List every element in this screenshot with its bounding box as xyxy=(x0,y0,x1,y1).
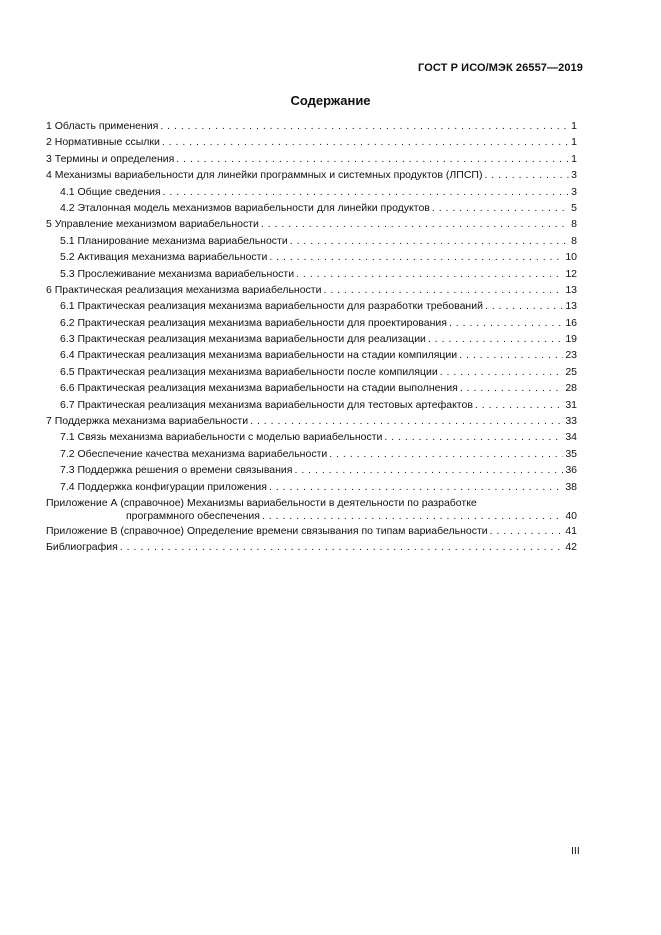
toc-entry-5-1[interactable] xyxy=(46,233,577,249)
toc-entry-5[interactable] xyxy=(46,216,577,232)
toc-entry-label: 7.1 Связь механизма вариабельности с моделью вариабельности xyxy=(60,431,383,444)
document-standard-header: ГОСТ Р ИСО/МЭК 26557—2019 xyxy=(418,62,583,74)
toc-entry-page: 41 xyxy=(565,524,577,537)
toc-entry-5-2[interactable] xyxy=(46,249,577,265)
dot-leader xyxy=(262,510,563,523)
toc-entry-7-1[interactable] xyxy=(46,429,577,445)
dot-leader xyxy=(484,167,569,183)
toc-entry-page: 25 xyxy=(565,365,577,378)
toc-entry-2[interactable] xyxy=(46,134,577,150)
toc-entry-page: 40 xyxy=(565,509,577,522)
toc-entry-page: 34 xyxy=(565,431,577,444)
toc-entry-label: 6.3 Практическая реализация механизма вариабельности для реализации xyxy=(60,333,426,346)
toc-entry-page: 42 xyxy=(565,541,577,554)
toc-entry-label: 7.4 Поддержка конфигурации приложения xyxy=(60,480,267,493)
dot-leader xyxy=(290,233,569,249)
dot-leader xyxy=(449,315,563,331)
toc-entry-appendix-a[interactable] xyxy=(46,495,577,523)
toc-entry-label: 6.4 Практическая реализация механизма вариабельности на стадии компиляции xyxy=(60,349,458,362)
toc-entry-7[interactable] xyxy=(46,413,577,429)
dot-leader xyxy=(269,249,563,265)
toc-entry-appendix-b[interactable] xyxy=(46,523,577,539)
toc-entry-6-5[interactable] xyxy=(46,364,577,380)
dot-leader xyxy=(459,347,563,363)
dot-leader xyxy=(261,216,569,232)
toc-entry-label: 4.2 Эталонная модель механизмов вариабельности для линейки продуктов xyxy=(60,201,430,214)
toc-entry-label: 5 Управление механизмом вариабельности xyxy=(46,218,259,231)
dot-leader xyxy=(160,118,569,134)
toc-entry-page: 19 xyxy=(565,333,577,346)
toc-entry-page: 13 xyxy=(565,300,577,313)
toc-entry-bibliography[interactable] xyxy=(46,539,577,555)
toc-entry-6-3[interactable] xyxy=(46,331,577,347)
table-of-contents xyxy=(46,118,577,556)
toc-entry-label: 1 Область применения xyxy=(46,119,159,132)
toc-entry-label: 4 Механизмы вариабельности для линейки программных и системных продуктов (ЛПСП) xyxy=(46,169,483,182)
toc-entry-6-7[interactable] xyxy=(46,397,577,413)
toc-entry-1[interactable] xyxy=(46,118,577,134)
toc-entry-page: 35 xyxy=(565,447,577,460)
toc-entry-label: 7.2 Обеспечение качества механизма вариабельности xyxy=(60,447,328,460)
dot-leader xyxy=(384,429,563,445)
dot-leader xyxy=(163,184,570,200)
toc-entry-label: 6.2 Практическая реализация механизма вариабельности для проектирования xyxy=(60,316,447,329)
toc-title: Содержание xyxy=(290,93,371,108)
toc-entry-page: 33 xyxy=(565,415,577,428)
toc-entry-label: 6.6 Практическая реализация механизма вариабельности на стадии выполнения xyxy=(60,382,458,395)
toc-entry-4-1[interactable] xyxy=(46,184,577,200)
toc-entry-label: 5.2 Активация механизма вариабельности xyxy=(60,251,268,264)
dot-leader xyxy=(440,364,564,380)
toc-entry-label: 4.1 Общие сведения xyxy=(60,185,161,198)
toc-entry-4[interactable] xyxy=(46,167,577,183)
toc-entry-label: Приложение В (справочное) Определение времени связывания по типам вариабельности xyxy=(46,524,488,537)
dot-leader xyxy=(324,282,564,298)
toc-entry-4-2[interactable] xyxy=(46,200,577,216)
toc-entry-label: 5.3 Прослеживание механизма вариабельности xyxy=(60,267,295,280)
toc-entry-6-2[interactable] xyxy=(46,315,577,331)
toc-entry-page: 23 xyxy=(565,349,577,362)
toc-entry-7-4[interactable] xyxy=(46,479,577,495)
toc-entry-page: 8 xyxy=(571,218,577,231)
toc-entry-page: 31 xyxy=(565,398,577,411)
dot-leader xyxy=(329,446,563,462)
toc-entry-page: 16 xyxy=(565,316,577,329)
toc-entry-page: 12 xyxy=(565,267,577,280)
toc-entry-6[interactable] xyxy=(46,282,577,298)
dot-leader xyxy=(432,200,569,216)
toc-entry-label: 7.3 Поддержка решения о времени связывания xyxy=(60,464,293,477)
toc-entry-page: 1 xyxy=(571,136,577,149)
toc-entry-page: 28 xyxy=(565,382,577,395)
toc-entry-page: 1 xyxy=(571,119,577,132)
toc-entry-page: 36 xyxy=(565,464,577,477)
dot-leader xyxy=(250,413,563,429)
appendix-a-label xyxy=(46,497,577,523)
toc-entry-page: 1 xyxy=(571,152,577,165)
toc-entry-page: 3 xyxy=(571,185,577,198)
toc-entry-5-3[interactable] xyxy=(46,266,577,282)
toc-entry-page: 13 xyxy=(565,283,577,296)
appendix-a-line2: программного обеспечения xyxy=(126,509,260,522)
dot-leader xyxy=(475,397,563,413)
toc-entry-label: 2 Нормативные ссылки xyxy=(46,136,160,149)
dot-leader xyxy=(460,380,564,396)
dot-leader xyxy=(296,266,563,282)
toc-entry-label: 7 Поддержка механизма вариабельности xyxy=(46,415,249,428)
toc-entry-6-4[interactable] xyxy=(46,347,577,363)
dot-leader xyxy=(176,151,569,167)
toc-entry-label: 6.1 Практическая реализация механизма вариабельности для разработки требований xyxy=(60,300,483,313)
dot-leader xyxy=(485,298,563,314)
page-number: III xyxy=(571,845,580,857)
dot-leader xyxy=(428,331,563,347)
toc-entry-label: 6 Практическая реализация механизма вариабельности xyxy=(46,283,322,296)
toc-entry-page: 10 xyxy=(565,251,577,264)
dot-leader xyxy=(269,479,563,495)
toc-entry-6-1[interactable] xyxy=(46,298,577,314)
toc-entry-page: 3 xyxy=(571,169,577,182)
dot-leader xyxy=(294,462,563,478)
toc-entry-page: 8 xyxy=(571,234,577,247)
toc-entry-page: 5 xyxy=(571,201,577,214)
dot-leader xyxy=(120,539,563,555)
toc-entry-7-2[interactable] xyxy=(46,446,577,462)
dot-leader xyxy=(162,134,569,150)
toc-entry-page: 38 xyxy=(565,480,577,493)
dot-leader xyxy=(490,523,564,539)
toc-entry-7-3[interactable] xyxy=(46,462,577,478)
toc-entry-3[interactable] xyxy=(46,151,577,167)
toc-entry-label: Библиография xyxy=(46,541,118,554)
toc-entry-label: 6.5 Практическая реализация механизма вариабельности после компиляции xyxy=(60,365,438,378)
toc-entry-6-6[interactable] xyxy=(46,380,577,396)
appendix-a-line1: Приложение А (справочное) Механизмы вариабельности в деятельности по разработке xyxy=(46,496,477,509)
toc-entry-label: 6.7 Практическая реализация механизма вариабельности для тестовых артефактов xyxy=(60,398,473,411)
toc-entry-label: 3 Термины и определения xyxy=(46,152,175,165)
toc-entry-label: 5.1 Планирование механизма вариабельности xyxy=(60,234,288,247)
